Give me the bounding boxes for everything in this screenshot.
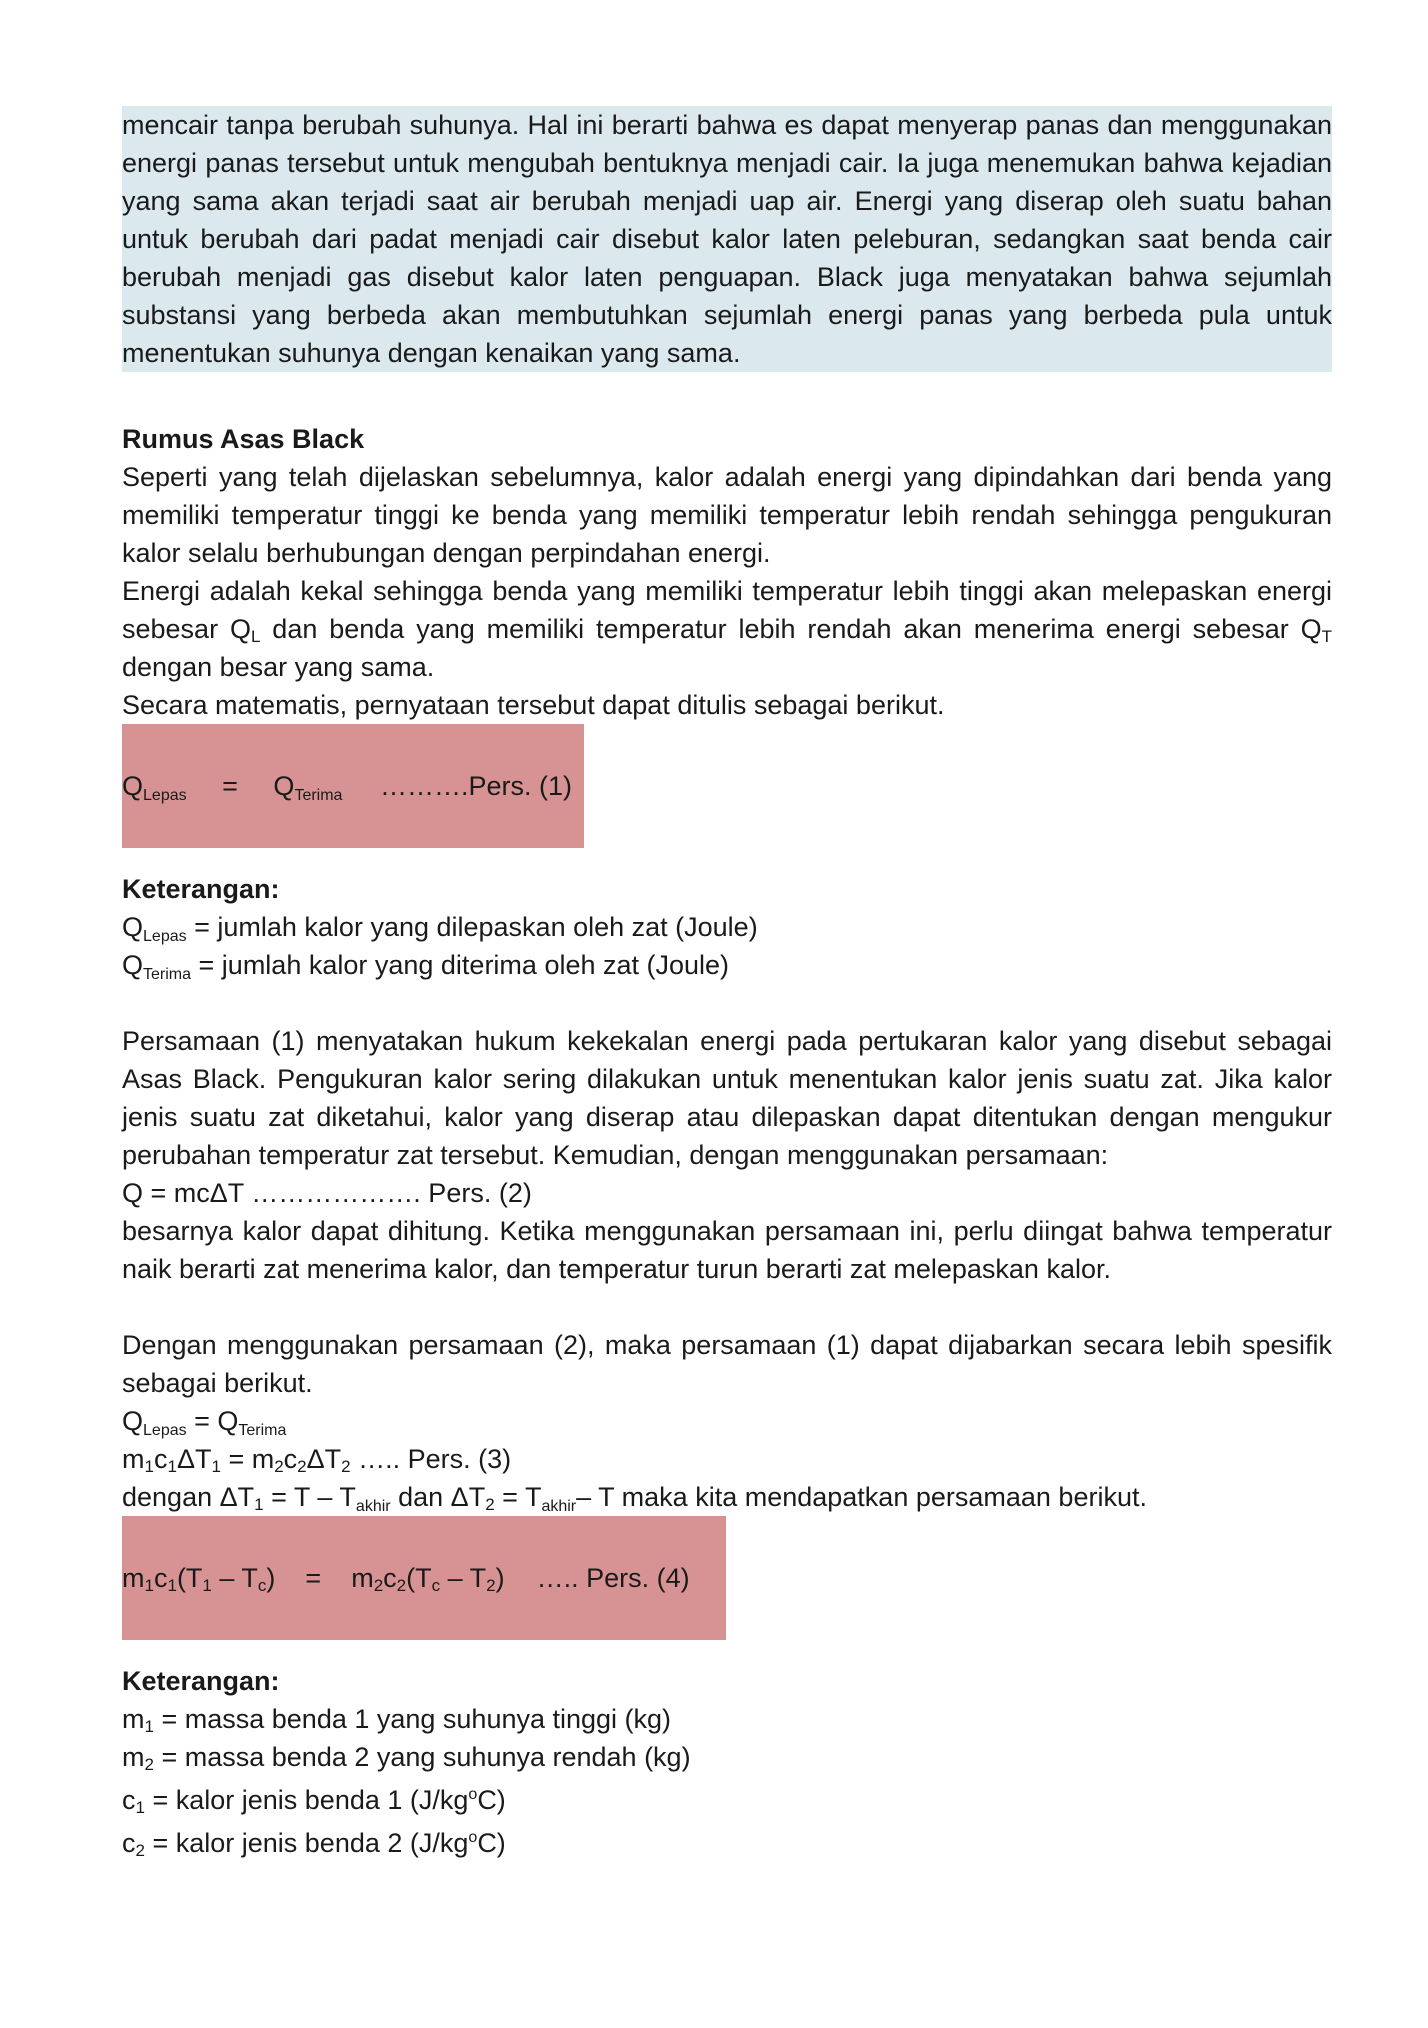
- keterangan-2-c1: c1 = kalor jenis benda 1 $(J/kg^oC)$: [122, 1785, 506, 1817]
- formula-2: m1c1(T1 – Tc) = m2c2(Tc – T2) ….. Pers. (4): [122, 1563, 690, 1595]
- spacer: [122, 372, 1332, 420]
- paragraph-after-eq2: besarnya kalor dapat dihitung. Ketika menggunakan persamaan ini, perlu diingat bahwa temperatur naik berarti zat menerima kalor, dan temperatur turun berarti zat melepaskan kalor.: [122, 1216, 1332, 1284]
- equation-q-balance: $Q_{Lepas} = Q_{Terima}$: [122, 1406, 287, 1439]
- formula-1-label: ……….Pers. (1): [379, 771, 572, 801]
- intro-paragraph: mencair tanpa berubah suhunya. Hal ini berarti bahwa es dapat menyerap panas dan menggunakan energi panas tersebut untuk mengubah bentuknya menjadi cair. Ia juga menemukan bahwa kejadian yang sama akan terjadi saat air berubah menjadi uap air. Energi yang diserap oleh suatu bahan untuk berubah dari padat menjadi cair disebut kalor laten peleburan, sedangkan saat benda cair berubah menjadi gas disebut kalor laten penguapan. Black juga menyatakan bahwa sejumlah substansi yang berbeda akan membutuhkan sejumlah energi panas yang berbeda pula untuk menentukan suhunya dengan kenaikan yang sama.: [122, 106, 1332, 372]
- section-heading: Rumus Asas Black: [122, 424, 365, 454]
- formula-box-1: [122, 724, 584, 848]
- section-paragraph-3: Secara matematis, pernyataan tersebut dapat ditulis sebagai berikut.: [122, 690, 945, 720]
- paragraph-persamaan-1: Persamaan (1) menyatakan hukum kekekalan energi pada pertukaran kalor yang disebut sebagai Asas Black. Pengukuran kalor sering dilakukan untuk menentukan kalor jenis suatu zat. Jika kalor jenis suatu zat diketahui, kalor yang diserap atau dilepaskan dapat ditentukan dengan mengukur perubahan temperatur zat tersebut. Kemudian, dengan menggunakan persamaan:: [122, 1026, 1332, 1170]
- keterangan-1-line-2: $Q_{Terima}$ = jumlah kalor yang diterima oleh zat (Joule): [122, 950, 730, 983]
- keterangan-2-m2: m2 = massa benda 2 yang suhunya rendah (kg): [122, 1742, 691, 1774]
- formula-2-label: ….. Pers. (4): [536, 1563, 690, 1593]
- keterangan-2-c2: c2 = kalor jenis benda 2 $(J/kg^oC)$: [122, 1828, 506, 1860]
- document-page: [122, 106, 1332, 1862]
- formula-box-2: [122, 1516, 726, 1640]
- formula-1: $Q_{Lepas} = Q_{Terima}$ ……….Pers. (1): [122, 771, 572, 804]
- section-paragraph-2: Energi adalah kekal sehingga benda yang memiliki temperatur lebih tinggi akan melepaskan energi sebesar QL dan benda yang memiliki temperatur lebih rendah akan menerima energi sebesar QT dengan besar yang sama.: [122, 576, 1333, 682]
- paragraph-persamaan-2: Dengan menggunakan persamaan (2), maka persamaan (1) dapat dijabarkan secara lebih spesifik sebagai berikut.: [122, 1330, 1332, 1398]
- equation-3: m1c1ΔT1 = m2c2ΔT2 ….. Pers. (3): [122, 1444, 512, 1476]
- keterangan-1-title: Keterangan:: [122, 874, 280, 904]
- delta-definition-line: dengan $\Delta T1 = T - T_{akhir}$ dan $\Delta T2 = T_{akhir}-$ T maka kita mendapatkan persamaan berikut.: [122, 1482, 1147, 1515]
- section-paragraph-1: Seperti yang telah dijelaskan sebelumnya, kalor adalah energi yang dipindahkan dari benda yang memiliki temperatur tinggi ke benda yang memiliki temperatur lebih rendah sehingga pengukuran kalor selalu berhubungan dengan perpindahan energi.: [122, 462, 1332, 568]
- keterangan-2-m1: m1 = massa benda 1 yang suhunya tinggi (kg): [122, 1704, 672, 1736]
- keterangan-1-line-1: $Q_{Lepas}$ = jumlah kalor yang dilepaskan oleh zat (Joule): [122, 912, 758, 945]
- equation-2: Q = mcΔT ………………. Pers. (2): [122, 1178, 532, 1208]
- keterangan-2-title: Keterangan:: [122, 1666, 280, 1696]
